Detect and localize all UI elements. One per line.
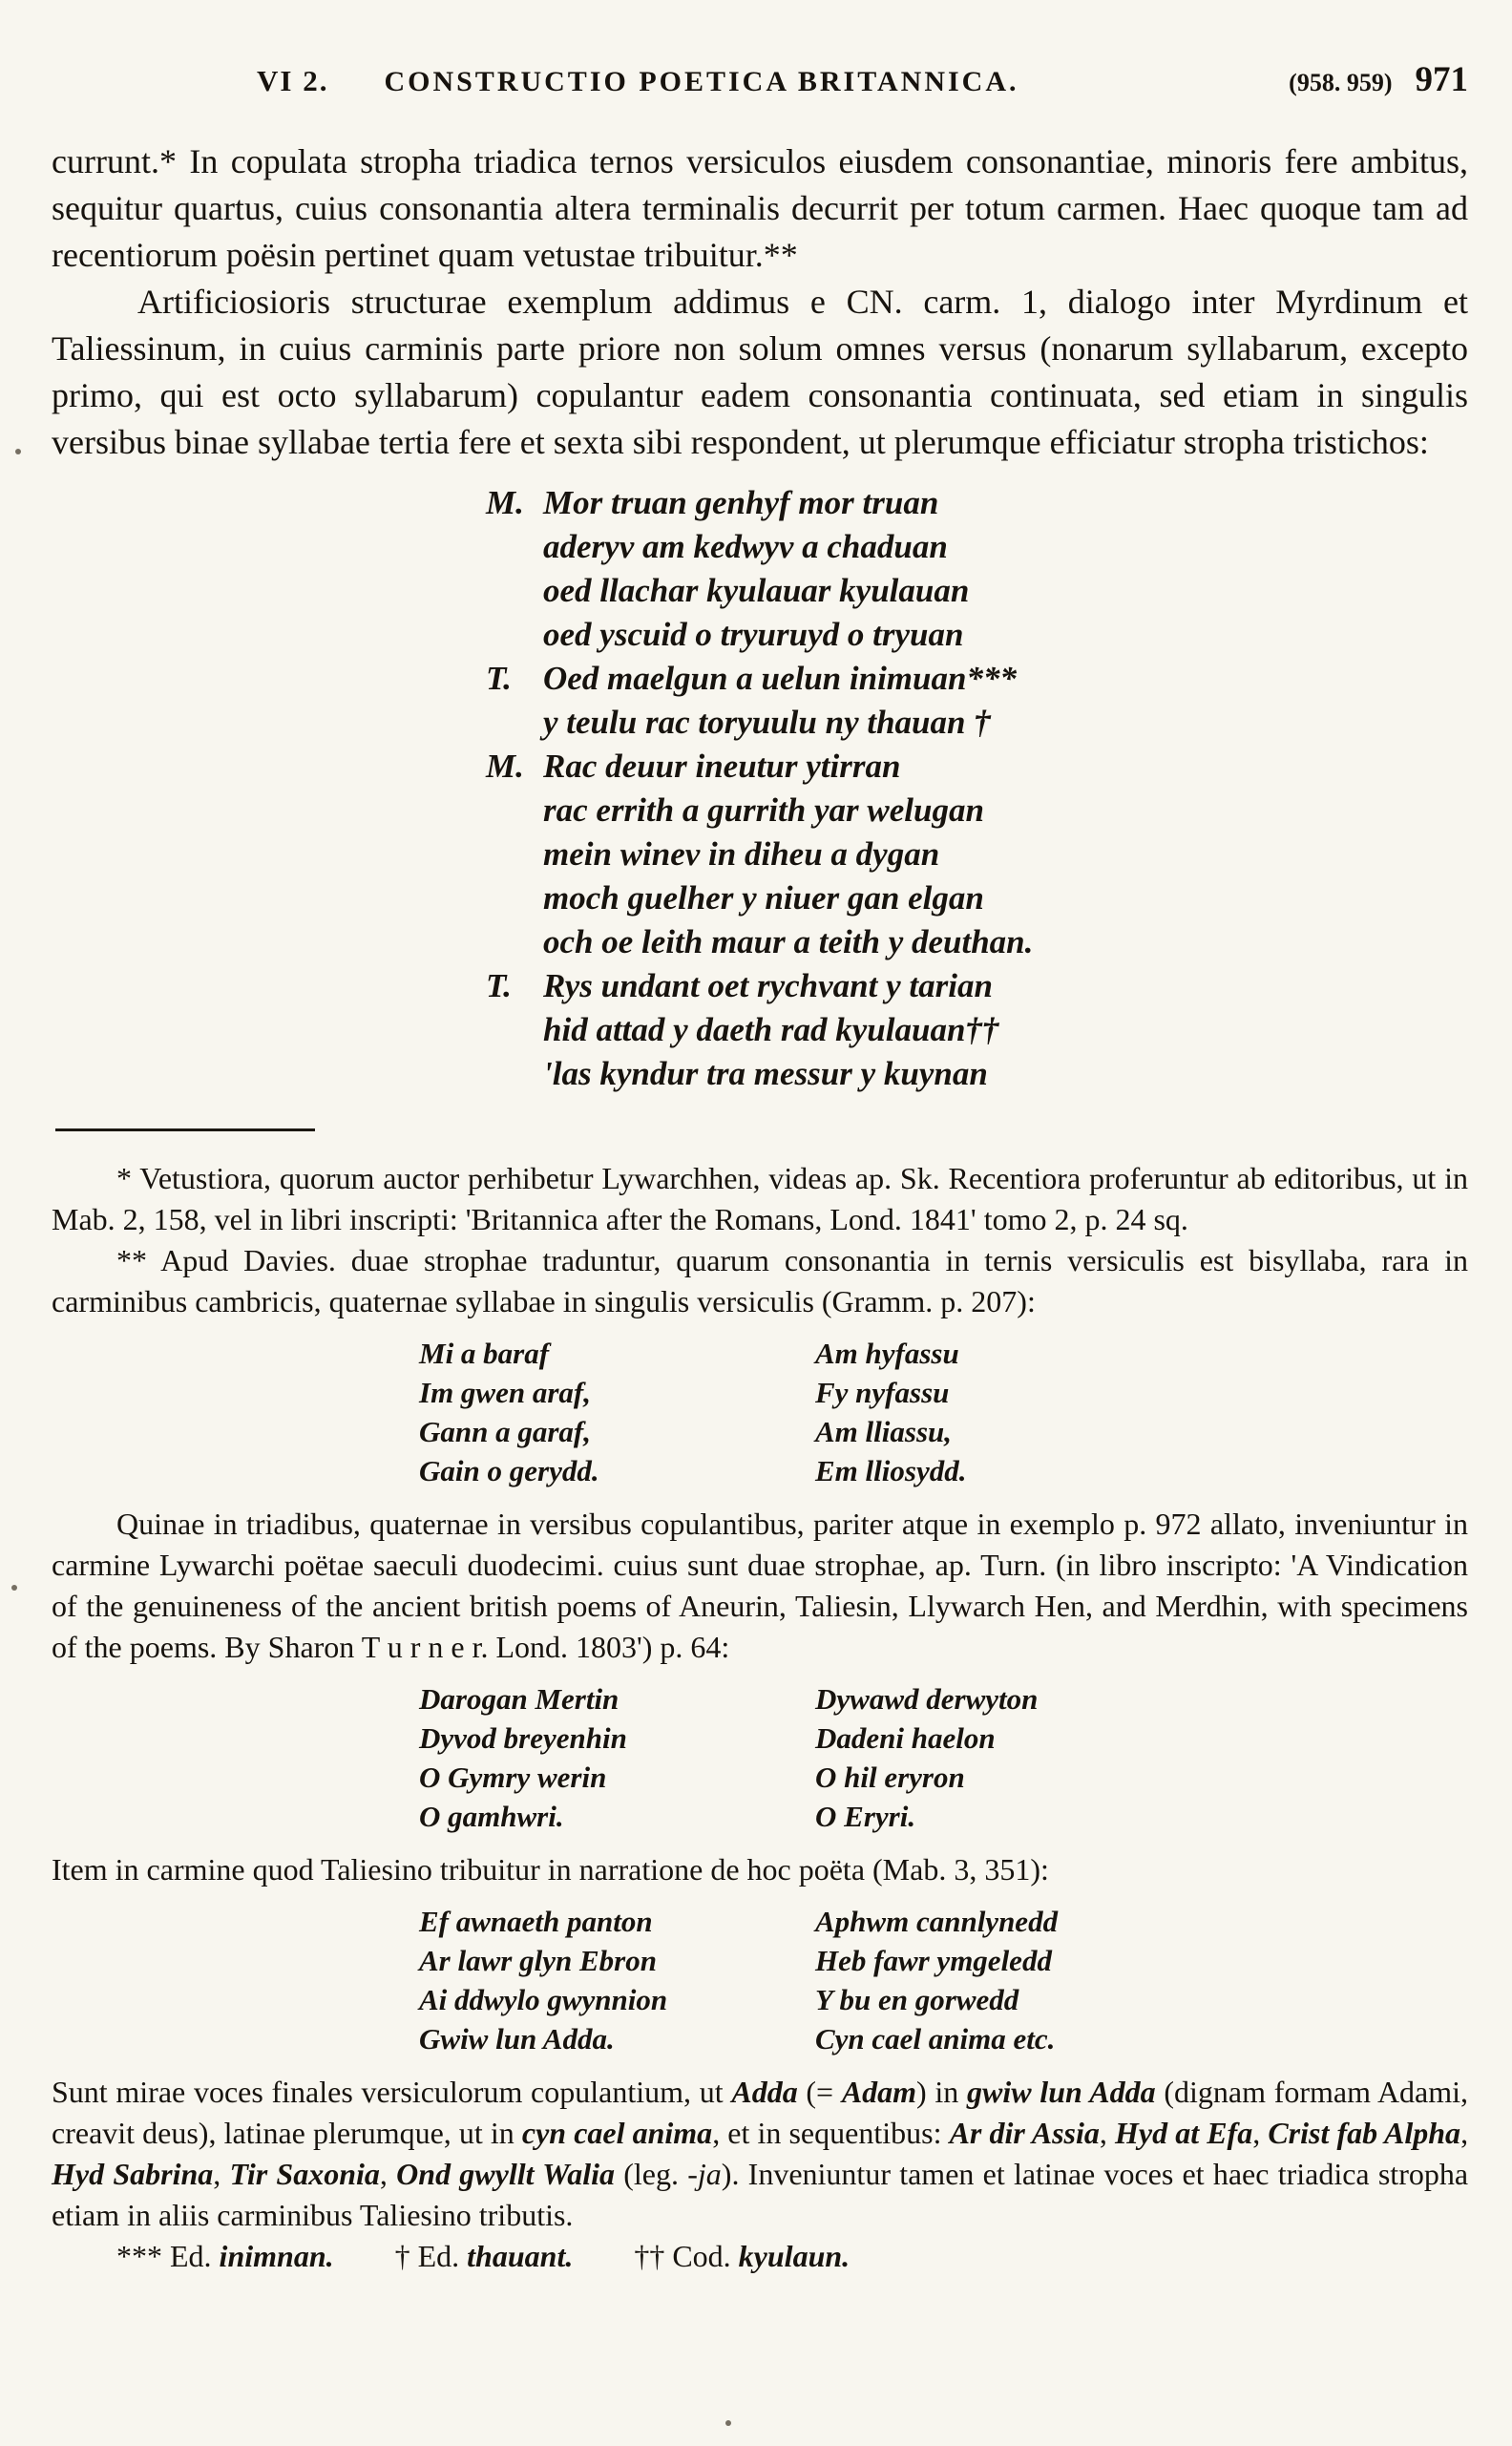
stanza-right bbox=[815, 1902, 1211, 2058]
verse-text: y teulu rac toryuulu ny thauan † bbox=[543, 704, 991, 741]
page-header bbox=[52, 59, 1468, 100]
speaker-label: T. bbox=[486, 967, 512, 1004]
stanza-line: Ai ddwylo gwynnion bbox=[419, 1983, 668, 2016]
footnote-separator bbox=[55, 1128, 315, 1131]
stanza-line: Em lliosydd. bbox=[815, 1454, 967, 1487]
body-paragraph-1: currunt.* In copulata stropha triadica ternos versiculos eiusdem consonantiae, minoris fere ambitus, sequitur quartus, cuius consonantia altera terminalis decurrit per totum carmen. Haec quoque tam ad recentiorum poësin pertinet quam vetustae tribuitur.** bbox=[52, 142, 1468, 274]
page-number: 971 bbox=[1415, 60, 1468, 99]
speaker-label: M. bbox=[486, 748, 524, 785]
verse-line bbox=[486, 876, 1468, 920]
verse-text: aderyv am kedwyv a chaduan bbox=[543, 528, 948, 565]
stanza-line: Dadeni haelon bbox=[815, 1721, 996, 1755]
verse-line bbox=[486, 613, 1468, 657]
verse-line bbox=[486, 964, 1468, 1008]
verse-line bbox=[486, 833, 1468, 876]
verse-text: hid attad y daeth rad kyulauan†† bbox=[543, 1011, 999, 1048]
stanza-line: Gann a garaf, bbox=[419, 1415, 592, 1448]
speaker-label: M. bbox=[486, 484, 524, 521]
verse-dialogue bbox=[486, 481, 1468, 1096]
verse-text: Oed maelgun a uelun inimuan*** bbox=[543, 660, 1017, 697]
stanza-line: O hil eryron bbox=[815, 1761, 965, 1794]
stanza-right bbox=[815, 1334, 1211, 1490]
verse-text: oed yscuid o tryuruyd o tryuan bbox=[543, 616, 964, 653]
column-reference: (958. 959) bbox=[1289, 69, 1393, 96]
verse-text: och oe leith maur a teith y deuthan. bbox=[543, 923, 1034, 960]
chapter-number: VI 2. bbox=[257, 64, 329, 97]
verse-line bbox=[486, 1052, 1468, 1096]
stanza-line: Cyn cael anima etc. bbox=[815, 2022, 1056, 2056]
speaker-label: T. bbox=[486, 660, 512, 697]
stanza-line: Heb fawr ymgeledd bbox=[815, 1944, 1052, 1977]
verse-line bbox=[486, 745, 1468, 789]
footnote-4: Item in carmine quod Taliesino tribuitur in narratione de hoc poëta (Mab. 3, 351): bbox=[52, 1852, 1049, 1887]
stanza-line: Darogan Mertin bbox=[419, 1682, 620, 1716]
verse-line bbox=[486, 920, 1468, 964]
stanza-line: O Eryri. bbox=[815, 1800, 916, 1833]
footnote-3: Quinae in triadibus, quaternae in versibus copulantibus, pariter atque in exemplo p. 972 allato, inveniuntur in carmine Lywarchi poëtae saeculi duodecimi. cuius sunt duae strophae, ap. Turn. (in libro inscripto: 'A Vindication of the genuineness of the ancient british poems of Aneurin, Taliesin, Llywarch Hen, and Merdhin, with specimens of the poems. By Sharon T u r n e r. Lond. 1803') p. 64: bbox=[52, 1507, 1468, 1664]
footnote-1: * Vetustiora, quorum auctor perhibetur Lywarchhen, videas ap. Sk. Recentiora proferuntur ab editoribus, ut in Mab. 2, 158, vel in libri inscripti: 'Britannica after the Romans, Lond. 1841' tomo 2, p. 24 sq. bbox=[52, 1161, 1468, 1236]
stanza-line: O Gymry werin bbox=[419, 1761, 607, 1794]
verse-line bbox=[486, 525, 1468, 569]
verse-text: Rac deuur ineutur ytirran bbox=[543, 748, 901, 785]
verse-text: Rys undant oet rychvant y tarian bbox=[543, 967, 993, 1004]
stanza-line: Gwiw lun Adda. bbox=[419, 2022, 615, 2056]
stanza-line: Ar lawr glyn Ebron bbox=[419, 1944, 657, 1977]
paper-speck bbox=[11, 1585, 17, 1591]
footnote-2: ** Apud Davies. duae strophae traduntur, quarum consonantia in ternis versiculis est bisyllaba, rara in carminibus cambricis, quaternae syllabae in singulis versiculis (Gramm. p. 207): bbox=[52, 1243, 1468, 1318]
stanza-line: Am lliassu, bbox=[815, 1415, 952, 1448]
verse-line bbox=[486, 657, 1468, 701]
verse-text: oed llachar kyulauar kyulauan bbox=[543, 572, 970, 609]
verse-text: mein winev in diheu a dygan bbox=[543, 835, 940, 873]
stanza-columns-davies bbox=[419, 1334, 1468, 1490]
body-paragraph-2: Artificiosioris structurae exemplum addimus e CN. carm. 1, dialogo inter Myrdinum et Taliessinum, in cuius carminis parte priore non solum omnes versus (nonarum syllabarum, excepto primo, qui est octo syllabarum) copulantur eadem consonantia continuata, sed etiam in singulis versibus binae syllabae tertia fere et sexta sibi respondent, ut plerumque efficiatur stropha tristichos: bbox=[52, 283, 1468, 461]
stanza-line: Ef awnaeth panton bbox=[419, 1905, 653, 1938]
stanza-line: Dywawd derwyton bbox=[815, 1682, 1039, 1716]
stanza-line: Fy nyfassu bbox=[815, 1376, 950, 1409]
footnotes-section bbox=[52, 1158, 1468, 2277]
verse-line bbox=[486, 481, 1468, 525]
stanza-line: Gain o gerydd. bbox=[419, 1454, 599, 1487]
stanza-left bbox=[419, 1334, 815, 1490]
paper-speck bbox=[725, 2420, 731, 2426]
stanza-left bbox=[419, 1679, 815, 1836]
verse-line bbox=[486, 701, 1468, 745]
stanza-line: Am hyfassu bbox=[815, 1337, 959, 1370]
stanza-line: Y bu en gorwedd bbox=[815, 1983, 1019, 2016]
stanza-columns-taliesin bbox=[419, 1902, 1468, 2058]
verse-text: moch guelher y niuer gan elgan bbox=[543, 879, 984, 917]
stanza-line: Aphwm cannlynedd bbox=[815, 1905, 1059, 1938]
footnote-sigla: *** Ed. inimnan. † Ed. thauant. †† Cod. kyulaun. bbox=[116, 2239, 850, 2273]
stanza-left bbox=[419, 1902, 815, 2058]
stanza-columns-turner bbox=[419, 1679, 1468, 1836]
stanza-line: Mi a baraf bbox=[419, 1337, 550, 1370]
verse-text: Mor truan genhyf mor truan bbox=[543, 484, 939, 521]
stanza-line: Dyvod breyenhin bbox=[419, 1721, 627, 1755]
footnote-5: Sunt mirae voces finales versiculorum copulantium, ut Adda (= Adam) in gwiw lun Adda (dignam formam Adami, creavit deus), latinae plerumque, ut in cyn cael anima, et in sequentibus: Ar dir Assia, Hyd at Efa, Crist fab Alpha, Hyd Sabrina, Tir Saxonia, Ond gwyllt Walia (leg. -ja). Inveniuntur tamen et latinae voces et haec triadica stropha etiam in aliis carminibus Taliesino tributis. bbox=[52, 2075, 1469, 2232]
verse-line bbox=[486, 569, 1468, 613]
running-title: CONSTRUCTIO POETICA BRITANNICA. bbox=[384, 66, 1019, 97]
stanza-right bbox=[815, 1679, 1211, 1836]
verse-line bbox=[486, 789, 1468, 833]
stanza-line: O gamhwri. bbox=[419, 1800, 564, 1833]
verse-line bbox=[486, 1008, 1468, 1052]
verse-text: 'las kyndur tra messur y kuynan bbox=[543, 1055, 988, 1092]
stanza-line: Im gwen araf, bbox=[419, 1376, 591, 1409]
paper-speck bbox=[15, 449, 21, 454]
verse-text: rac errith a gurrith yar welugan bbox=[543, 791, 984, 829]
